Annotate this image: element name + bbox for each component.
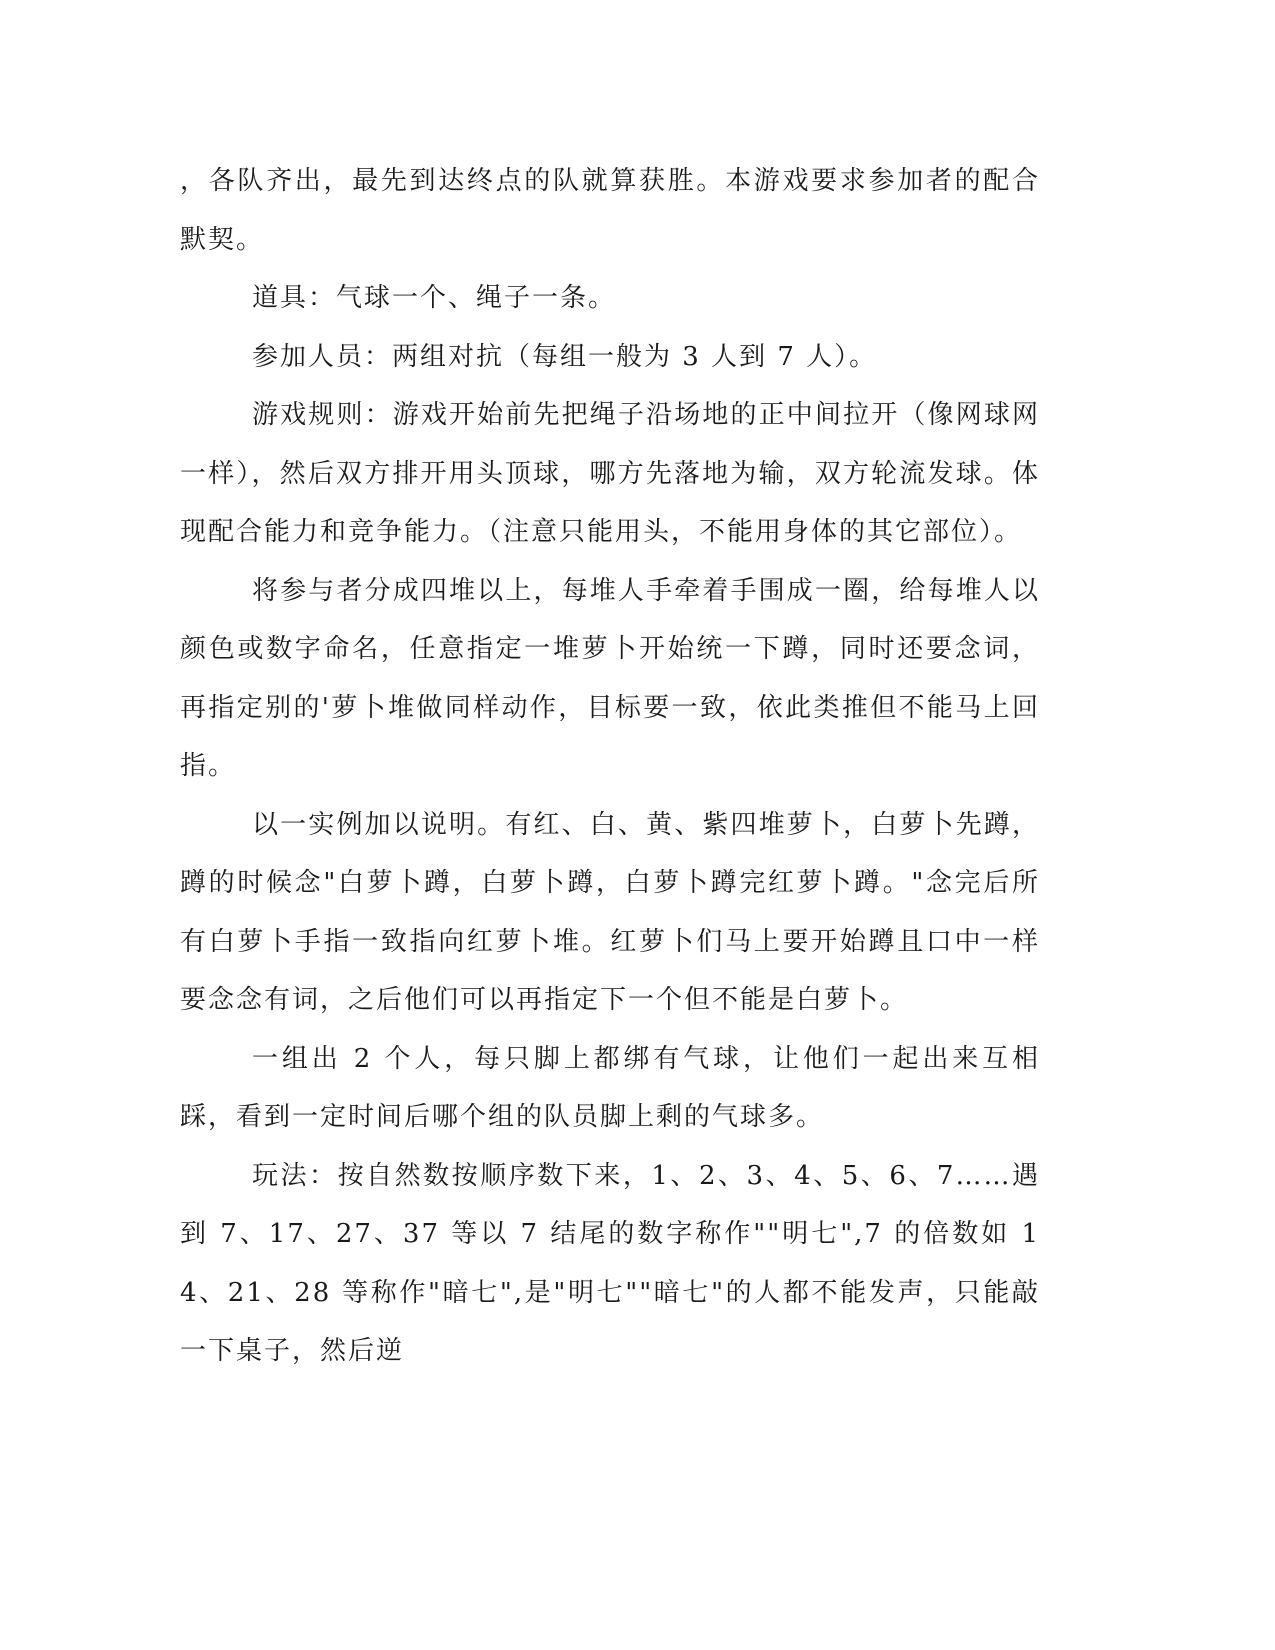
paragraph-2: 道具：气球一个、绳子一条。 <box>252 283 617 313</box>
paragraph-1: ，各队齐出，最先到达终点的队就算获胜。本游戏要求参加者的配合默契。 <box>180 166 1040 255</box>
paragraph-6: 以一实例加以说明。有红、白、黄、紫四堆萝卜，白萝卜先蹲，蹲的时候念"白萝卜蹲，白萝卜蹲，白萝卜蹲完红萝卜蹲。"念完后所有白萝卜手指一致指向红萝卜堆。红萝卜们马上要开始蹲且口中一样要念念有词，之后他们可以再指定下一个但不能是白萝卜。 <box>180 809 1040 1015</box>
paragraph-7: 一组出 2 个人，每只脚上都绑有气球，让他们一起出来互相踩，看到一定时间后哪个组的队员脚上剩的气球多。 <box>180 1043 1040 1132</box>
paragraph-4: 游戏规则：游戏开始前先把绳子沿场地的正中间拉开（像网球网一样），然后双方排开用头顶球，哪方先落地为输，双方轮流发球。体现配合能力和竞争能力。（注意只能用头，不能用身体的其它部位）。 <box>180 400 1040 547</box>
document-page <box>180 152 1040 1381</box>
paragraph-8: 玩法：按自然数按顺序数下来，1、2、3、4、5、6、7……遇到 7、17、27、37 等以 7 结尾的数字称作""明七",7 的倍数如 14、21、28 等称作"暗七",是"明七""暗七"的人都不能发声，只能敲一下桌子，然后逆 <box>180 1160 1040 1366</box>
paragraph-5: 将参与者分成四堆以上，每堆人手牵着手围成一圈，给每堆人以颜色或数字命名，任意指定一堆萝卜开始统一下蹲，同时还要念词，再指定别的'萝卜堆做同样动作，目标要一致，依此类推但不能马上回指。 <box>180 575 1040 781</box>
paragraph-3: 参加人员：两组对抗（每组一般为 3 人到 7 人）。 <box>252 341 878 372</box>
